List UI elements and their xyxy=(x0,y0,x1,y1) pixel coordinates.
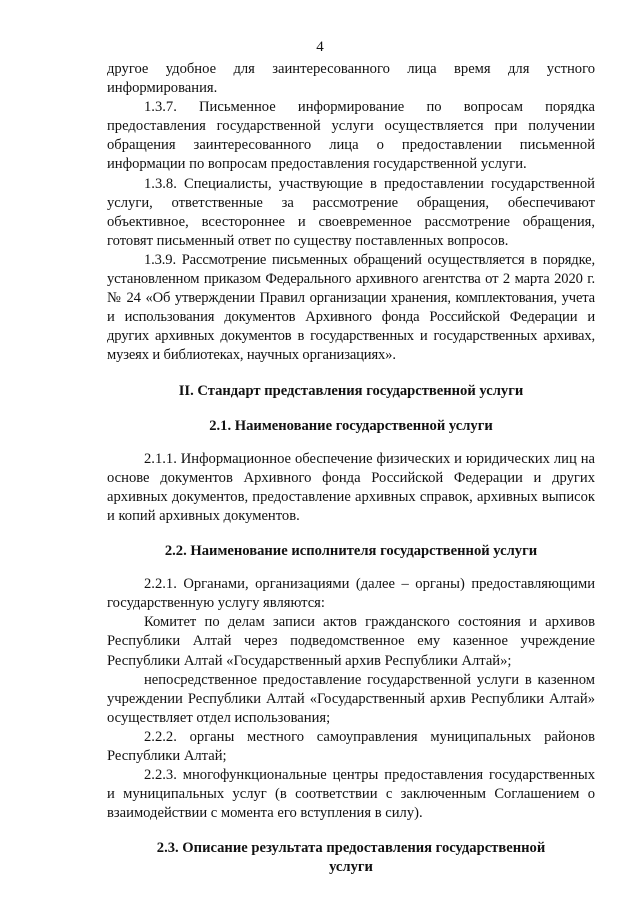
page-content xyxy=(107,60,595,878)
paragraph-1-3-7: 1.3.7. Письменное информирование по вопросам порядка предоставления государственной услуги осуществляется при получении обращения заинтересованного лица о предоставлении письменной информации по вопросам предоставления государственной услуги. xyxy=(107,99,595,173)
paragraph-2-2-2: 2.2.2. органы местного самоуправления муниципальных районов Республики Алтай; xyxy=(107,728,595,764)
section-heading-2: II. Стандарт представления государственной услуги xyxy=(178,382,524,399)
paragraph-2-2-3: 2.2.3. многофункциональные центры предоставления государственных и муниципальных услуг (в соответствии с заключенным Соглашением о взаимодействии с момента его вступления в силу). xyxy=(107,767,595,822)
subsection-heading-2-3 xyxy=(107,839,595,877)
page-number: 4 xyxy=(316,39,324,55)
subsection-heading-2-3-line1: 2.3. Описание результата предоставления государственной xyxy=(156,840,546,857)
paragraph-1-3-9: 1.3.9. Рассмотрение письменных обращений осуществляется в порядке, установленном приказом Федерального архивного агентства от 2 марта 2020 г. № 24 «Об утверждении Правил организации хранения, комплектования, учета и использования документов Архивного фонда Российской Федерации и других архивных документов в государственных и государственных архивах, музеях и библиотеках, научных организациях». xyxy=(107,251,595,364)
paragraph-2-1-1: 2.1.1. Информационное обеспечение физических и юридических лиц на основе документов Архивного фонда Российской Федерации и других архивных документов, предоставление архивных справок, архивных выписок и копий архивных документов. xyxy=(107,450,595,524)
paragraph-committee: Комитет по делам записи актов гражданского состояния и архивов Республики Алтай через подведомственное ему казенное учреждение Республики Алтай «Государственный архив Республики Алтай»; xyxy=(107,614,595,669)
paragraph-1-3-8: 1.3.8. Специалисты, участвующие в предоставлении государственной услуги, ответственные за рассмотрение обращения, обеспечивают объективное, всестороннее и своевременное рассмотрение обращения, готовят письменный ответ по существу поставленных вопросов. xyxy=(107,175,595,249)
paragraph-direct-provision: непосредственное предоставление государственной услуги в казенном учреждении Республики Алтай «Государственный архив Республики Алтай» осуществляет отдел использования; xyxy=(107,671,595,726)
subsection-heading-2-2: 2.2. Наименование исполнителя государственной услуги xyxy=(164,543,538,560)
paragraph-continuation: другое удобное для заинтересованного лица время для устного информирования. xyxy=(107,61,595,97)
subsection-heading-2-1: 2.1. Наименование государственной услуги xyxy=(209,417,493,434)
subsection-heading-2-3-line2: услуги xyxy=(329,859,373,876)
paragraph-2-2-1: 2.2.1. Органами, организациями (далее – органы) предоставляющими государственную услугу являются: xyxy=(107,576,595,612)
